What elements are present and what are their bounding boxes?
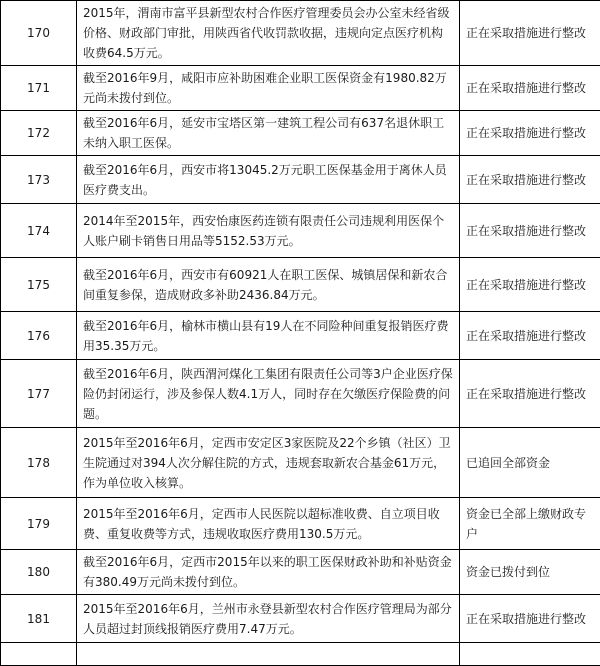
issue-description: 2015年，渭南市富平县新型农村合作医疗管理委员会办公室未经省级价格、财政部门审批，用陕西省代收罚款收据，违规向定点医疗机构收费64.5万元。 [77,1,460,66]
issue-description: 截至2016年9月，咸阳市应补助困难企业职工医保资金有1980.82万元尚未拨付到位。 [77,66,460,111]
table-row [1,204,600,258]
table-row [1,111,600,156]
row-number: 179 [1,498,77,550]
issue-description: 截至2016年6月，延安市宝塔区第一建筑工程公司有637名退休职工未纳入职工医保。 [77,111,460,156]
issue-description: 2015年至2016年6月，定西市安定区3家医院及22个乡镇（社区）卫生院通过对394人次分解住院的方式，违规套取新农合基金61万元，作为单位收入核算。 [77,428,460,498]
rectification-status: 正在采取措施进行整改 [460,312,600,360]
rectification-status: 正在采取措施进行整改 [460,156,600,204]
row-number: 178 [1,428,77,498]
table-row [1,312,600,360]
issue-description: 2014年至2015年，西安怡康医药连锁有限责任公司违规利用医保个人账户刷卡销售日用品等5152.53万元。 [77,204,460,258]
issue-description: 截至2016年6月，榆林市横山县有19人在不同险种间重复报销医疗费用35.35万元。 [77,312,460,360]
issue-description: 截至2016年6月，定西市2015年以来的职工医保财政补助和补贴资金有380.49万元尚未拨付到位。 [77,550,460,595]
rectification-status: 正在采取措施进行整改 [460,360,600,428]
table-row [1,428,600,498]
issue-description: 截至2016年6月，陕西渭河煤化工集团有限责任公司等3户企业医疗保险仍封闭运行，涉及参保人数4.1万人，同时存在欠缴医疗保险费的问题。 [77,360,460,428]
table-row [1,595,600,643]
rectification-status: 正在采取措施进行整改 [460,204,600,258]
table-row [1,360,600,428]
row-number: 181 [1,595,77,643]
rectification-status: 正在采取措施进行整改 [460,258,600,312]
issue-description: 2015年至2016年6月，定西市人民医院以超标准收费、自立项目收费、重复收费等方式，违规收取医疗费用130.5万元。 [77,498,460,550]
rectification-status: 正在采取措施进行整改 [460,595,600,643]
issue-description: 截至2016年6月，西安市将13045.2万元职工医保基金用于离休人员医疗费支出。 [77,156,460,204]
row-number: 171 [1,66,77,111]
row-number: 175 [1,258,77,312]
table-row [1,66,600,111]
rectification-status: 已追回全部资金 [460,428,600,498]
empty-cell [460,643,600,666]
rectification-status: 正在采取措施进行整改 [460,66,600,111]
issue-description: 2015年至2016年6月，兰州市永登县新型农村合作医疗管理局为部分人员超过封顶线报销医疗费用7.47万元。 [77,595,460,643]
row-number: 170 [1,1,77,66]
table-row [1,498,600,550]
table-row [1,1,600,66]
row-number: 172 [1,111,77,156]
table-row-cut-off [1,643,600,666]
rectification-status: 正在采取措施进行整改 [460,111,600,156]
table-row [1,258,600,312]
rectification-status: 正在采取措施进行整改 [460,1,600,66]
empty-cell [77,643,460,666]
rectification-status: 资金已全部上缴财政专户 [460,498,600,550]
issue-description: 截至2016年6月，西安市有60921人在职工医保、城镇居保和新农合间重复参保，造成财政多补助2436.84万元。 [77,258,460,312]
table-row [1,156,600,204]
rectification-status: 资金已拨付到位 [460,550,600,595]
empty-cell [1,643,77,666]
row-number: 176 [1,312,77,360]
table-row [1,550,600,595]
row-number: 173 [1,156,77,204]
row-number: 174 [1,204,77,258]
row-number: 177 [1,360,77,428]
row-number: 180 [1,550,77,595]
